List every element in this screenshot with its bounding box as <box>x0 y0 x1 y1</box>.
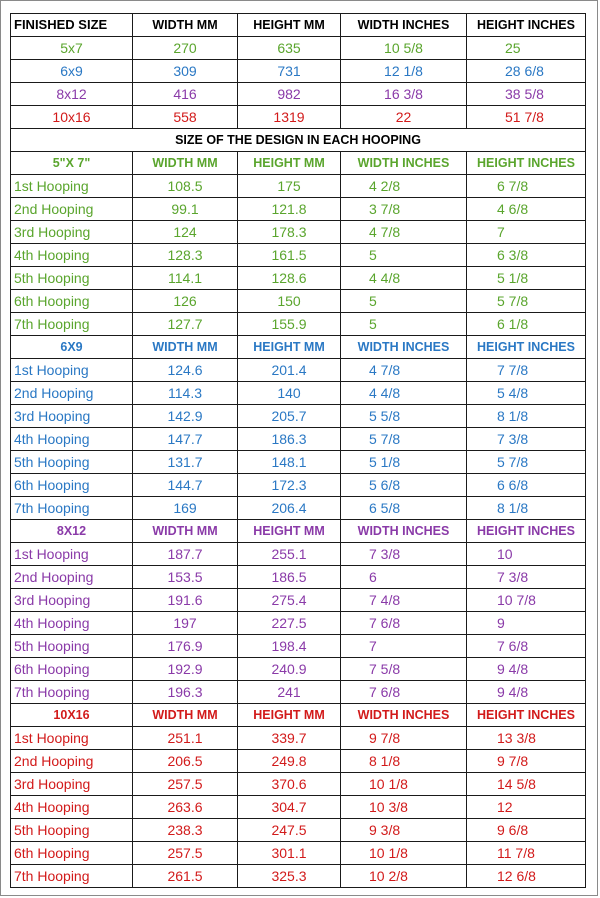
height-mm-cell: 161.5 <box>238 244 341 267</box>
height-mm-cell: 206.4 <box>238 497 341 520</box>
hoop-size-label: 10X16 <box>11 704 133 727</box>
height-mm-cell: 172.3 <box>238 474 341 497</box>
height-mm-cell: 178.3 <box>238 221 341 244</box>
height-inches-cell: 12 6/8 <box>467 865 586 888</box>
height-mm-cell: 247.5 <box>238 819 341 842</box>
height-mm-cell: 731 <box>238 60 341 83</box>
hoop-size-label: 6X9 <box>11 336 133 359</box>
hooping-row <box>11 451 586 474</box>
height-inches-cell: 5 7/8 <box>467 290 586 313</box>
width-mm-cell: 124 <box>133 221 238 244</box>
hooping-label: 1st Hooping <box>11 727 133 750</box>
hooping-label: 7th Hooping <box>11 865 133 888</box>
finished-size-cell: 10x16 <box>11 106 133 129</box>
column-header: WIDTH MM <box>133 704 238 727</box>
column-header: WIDTH INCHES <box>341 704 467 727</box>
height-mm-cell: 128.6 <box>238 267 341 290</box>
hooping-label: 7th Hooping <box>11 497 133 520</box>
height-inches-cell: 14 5/8 <box>467 773 586 796</box>
height-mm-cell: 121.8 <box>238 198 341 221</box>
height-inches-cell: 7 6/8 <box>467 635 586 658</box>
width-mm-cell: 131.7 <box>133 451 238 474</box>
hooping-size-table <box>10 13 586 888</box>
column-header: HEIGHT INCHES <box>467 336 586 359</box>
header-row <box>11 14 586 37</box>
width-mm-cell: 176.9 <box>133 635 238 658</box>
width-mm-cell: 187.7 <box>133 543 238 566</box>
height-inches-cell: 11 7/8 <box>467 842 586 865</box>
height-inches-cell: 7 3/8 <box>467 428 586 451</box>
hooping-row <box>11 313 586 336</box>
height-mm-cell: 241 <box>238 681 341 704</box>
width-mm-cell: 192.9 <box>133 658 238 681</box>
hooping-label: 6th Hooping <box>11 842 133 865</box>
hooping-label: 5th Hooping <box>11 819 133 842</box>
width-inches-cell: 10 5/8 <box>341 37 467 60</box>
height-inches-cell: 7 7/8 <box>467 359 586 382</box>
width-inches-cell: 4 7/8 <box>341 221 467 244</box>
height-inches-cell: 8 1/8 <box>467 405 586 428</box>
hooping-label: 3rd Hooping <box>11 221 133 244</box>
column-header: HEIGHT MM <box>238 520 341 543</box>
section-title-row <box>11 129 586 152</box>
hooping-label: 1st Hooping <box>11 175 133 198</box>
height-inches-cell: 6 6/8 <box>467 474 586 497</box>
height-inches-cell: 6 3/8 <box>467 244 586 267</box>
hooping-row <box>11 175 586 198</box>
width-inches-cell: 6 5/8 <box>341 497 467 520</box>
width-inches-cell: 16 3/8 <box>341 83 467 106</box>
height-inches-cell: 7 3/8 <box>467 566 586 589</box>
hooping-row <box>11 198 586 221</box>
width-inches-cell: 9 7/8 <box>341 727 467 750</box>
hooping-label: 6th Hooping <box>11 290 133 313</box>
column-header: WIDTH INCHES <box>341 520 467 543</box>
width-inches-cell: 10 2/8 <box>341 865 467 888</box>
width-inches-cell: 10 3/8 <box>341 796 467 819</box>
hooping-row <box>11 497 586 520</box>
hooping-label: 5th Hooping <box>11 267 133 290</box>
hooping-label: 1st Hooping <box>11 359 133 382</box>
width-inches-cell: 7 <box>341 635 467 658</box>
width-inches-cell: 5 6/8 <box>341 474 467 497</box>
height-inches-cell: 6 7/8 <box>467 175 586 198</box>
height-mm-cell: 186.5 <box>238 566 341 589</box>
width-mm-cell: 124.6 <box>133 359 238 382</box>
hooping-label: 3rd Hooping <box>11 773 133 796</box>
width-inches-cell: 10 1/8 <box>341 773 467 796</box>
hooping-row <box>11 267 586 290</box>
hooping-label: 2nd Hooping <box>11 198 133 221</box>
height-mm-cell: 325.3 <box>238 865 341 888</box>
hooping-label: 2nd Hooping <box>11 382 133 405</box>
width-mm-cell: 108.5 <box>133 175 238 198</box>
column-header: HEIGHT INCHES <box>467 704 586 727</box>
width-mm-cell: 196.3 <box>133 681 238 704</box>
hoop-size-label: 5"X 7" <box>11 152 133 175</box>
width-mm-cell: 261.5 <box>133 865 238 888</box>
width-inches-cell: 8 1/8 <box>341 750 467 773</box>
finished-size-cell: 6x9 <box>11 60 133 83</box>
width-inches-cell: 7 6/8 <box>341 612 467 635</box>
height-inches-cell: 4 6/8 <box>467 198 586 221</box>
width-inches-cell: 7 3/8 <box>341 543 467 566</box>
height-inches-cell: 5 1/8 <box>467 267 586 290</box>
hooping-row <box>11 359 586 382</box>
hooping-label: 2nd Hooping <box>11 750 133 773</box>
column-header: HEIGHT MM <box>238 704 341 727</box>
height-inches-cell: 9 7/8 <box>467 750 586 773</box>
height-mm-cell: 301.1 <box>238 842 341 865</box>
height-inches-cell: 9 <box>467 612 586 635</box>
width-inches-cell: 22 <box>341 106 467 129</box>
width-inches-cell: 6 <box>341 566 467 589</box>
width-inches-cell: 9 3/8 <box>341 819 467 842</box>
hooping-label: 6th Hooping <box>11 658 133 681</box>
hoop-section-header <box>11 704 586 727</box>
width-mm-cell: 128.3 <box>133 244 238 267</box>
hooping-row <box>11 773 586 796</box>
finished-size-row <box>11 83 586 106</box>
hooping-row <box>11 842 586 865</box>
height-inches-cell: 7 <box>467 221 586 244</box>
hooping-label: 4th Hooping <box>11 612 133 635</box>
width-mm-cell: 114.3 <box>133 382 238 405</box>
height-inches-cell: 8 1/8 <box>467 497 586 520</box>
hooping-label: 3rd Hooping <box>11 589 133 612</box>
height-inches-cell: 6 1/8 <box>467 313 586 336</box>
column-header: WIDTH MM <box>133 336 238 359</box>
width-inches-cell: 4 4/8 <box>341 382 467 405</box>
hooping-label: 4th Hooping <box>11 244 133 267</box>
width-inches-cell: 7 4/8 <box>341 589 467 612</box>
width-inches-cell: 4 4/8 <box>341 267 467 290</box>
column-header: HEIGHT MM <box>238 152 341 175</box>
height-inches-cell: 9 4/8 <box>467 681 586 704</box>
hooping-label: 1st Hooping <box>11 543 133 566</box>
hooping-row <box>11 589 586 612</box>
hooping-row <box>11 290 586 313</box>
height-mm-cell: 150 <box>238 290 341 313</box>
hooping-label: 3rd Hooping <box>11 405 133 428</box>
hooping-row <box>11 543 586 566</box>
width-mm-cell: 126 <box>133 290 238 313</box>
height-mm-cell: 1319 <box>238 106 341 129</box>
width-inches-cell: 5 1/8 <box>341 451 467 474</box>
column-header: WIDTH INCHES <box>341 336 467 359</box>
column-header: HEIGHT MM <box>238 14 341 37</box>
width-mm-cell: 191.6 <box>133 589 238 612</box>
column-header: HEIGHT INCHES <box>467 14 586 37</box>
hooping-row <box>11 658 586 681</box>
height-mm-cell: 370.6 <box>238 773 341 796</box>
width-inches-cell: 5 7/8 <box>341 428 467 451</box>
height-inches-cell: 10 7/8 <box>467 589 586 612</box>
hooping-row <box>11 750 586 773</box>
height-mm-cell: 148.1 <box>238 451 341 474</box>
finished-size-row <box>11 106 586 129</box>
height-inches-cell: 9 4/8 <box>467 658 586 681</box>
width-mm-cell: 257.5 <box>133 842 238 865</box>
height-inches-cell: 38 5/8 <box>467 83 586 106</box>
width-inches-cell: 4 7/8 <box>341 359 467 382</box>
height-mm-cell: 175 <box>238 175 341 198</box>
width-mm-cell: 153.5 <box>133 566 238 589</box>
column-header: WIDTH MM <box>133 14 238 37</box>
width-mm-cell: 144.7 <box>133 474 238 497</box>
height-mm-cell: 240.9 <box>238 658 341 681</box>
width-mm-cell: 257.5 <box>133 773 238 796</box>
height-mm-cell: 140 <box>238 382 341 405</box>
hooping-label: 6th Hooping <box>11 474 133 497</box>
column-header: FINISHED SIZE <box>11 14 133 37</box>
hooping-label: 4th Hooping <box>11 796 133 819</box>
width-mm-cell: 270 <box>133 37 238 60</box>
finished-size-cell: 5x7 <box>11 37 133 60</box>
height-inches-cell: 13 3/8 <box>467 727 586 750</box>
hooping-row <box>11 727 586 750</box>
hooping-row <box>11 244 586 267</box>
hooping-row <box>11 428 586 451</box>
width-mm-cell: 99.1 <box>133 198 238 221</box>
height-inches-cell: 10 <box>467 543 586 566</box>
hooping-row <box>11 681 586 704</box>
width-inches-cell: 4 2/8 <box>341 175 467 198</box>
width-mm-cell: 238.3 <box>133 819 238 842</box>
hooping-label: 4th Hooping <box>11 428 133 451</box>
hooping-row <box>11 796 586 819</box>
section-title: SIZE OF THE DESIGN IN EACH HOOPING <box>11 129 586 152</box>
height-inches-cell: 25 <box>467 37 586 60</box>
height-mm-cell: 304.7 <box>238 796 341 819</box>
hooping-row <box>11 221 586 244</box>
column-header: WIDTH MM <box>133 520 238 543</box>
height-mm-cell: 227.5 <box>238 612 341 635</box>
width-inches-cell: 7 6/8 <box>341 681 467 704</box>
width-mm-cell: 127.7 <box>133 313 238 336</box>
height-mm-cell: 205.7 <box>238 405 341 428</box>
width-inches-cell: 5 <box>341 244 467 267</box>
width-mm-cell: 416 <box>133 83 238 106</box>
hoop-size-label: 8X12 <box>11 520 133 543</box>
finished-size-row <box>11 60 586 83</box>
height-inches-cell: 28 6/8 <box>467 60 586 83</box>
hooping-label: 5th Hooping <box>11 451 133 474</box>
column-header: HEIGHT INCHES <box>467 520 586 543</box>
hooping-row <box>11 405 586 428</box>
width-mm-cell: 206.5 <box>133 750 238 773</box>
hooping-label: 5th Hooping <box>11 635 133 658</box>
height-mm-cell: 186.3 <box>238 428 341 451</box>
column-header: HEIGHT MM <box>238 336 341 359</box>
width-inches-cell: 5 <box>341 313 467 336</box>
hoop-section-header <box>11 152 586 175</box>
hooping-row <box>11 382 586 405</box>
width-mm-cell: 142.9 <box>133 405 238 428</box>
hooping-row <box>11 819 586 842</box>
width-inches-cell: 10 1/8 <box>341 842 467 865</box>
finished-size-row <box>11 37 586 60</box>
column-header: WIDTH INCHES <box>341 152 467 175</box>
column-header: WIDTH MM <box>133 152 238 175</box>
hoop-section-header <box>11 336 586 359</box>
hoop-section-header <box>11 520 586 543</box>
height-mm-cell: 155.9 <box>238 313 341 336</box>
height-mm-cell: 635 <box>238 37 341 60</box>
hooping-label: 7th Hooping <box>11 313 133 336</box>
hooping-row <box>11 865 586 888</box>
hooping-label: 7th Hooping <box>11 681 133 704</box>
height-mm-cell: 198.4 <box>238 635 341 658</box>
height-inches-cell: 51 7/8 <box>467 106 586 129</box>
height-mm-cell: 339.7 <box>238 727 341 750</box>
hooping-row <box>11 612 586 635</box>
width-mm-cell: 251.1 <box>133 727 238 750</box>
height-mm-cell: 982 <box>238 83 341 106</box>
width-mm-cell: 309 <box>133 60 238 83</box>
height-inches-cell: 5 7/8 <box>467 451 586 474</box>
width-mm-cell: 114.1 <box>133 267 238 290</box>
hooping-row <box>11 566 586 589</box>
height-mm-cell: 255.1 <box>238 543 341 566</box>
width-mm-cell: 147.7 <box>133 428 238 451</box>
width-inches-cell: 5 5/8 <box>341 405 467 428</box>
width-mm-cell: 263.6 <box>133 796 238 819</box>
finished-size-cell: 8x12 <box>11 83 133 106</box>
hooping-row <box>11 635 586 658</box>
width-mm-cell: 169 <box>133 497 238 520</box>
hooping-label: 2nd Hooping <box>11 566 133 589</box>
width-mm-cell: 558 <box>133 106 238 129</box>
height-inches-cell: 12 <box>467 796 586 819</box>
column-header: HEIGHT INCHES <box>467 152 586 175</box>
width-mm-cell: 197 <box>133 612 238 635</box>
height-mm-cell: 275.4 <box>238 589 341 612</box>
height-mm-cell: 249.8 <box>238 750 341 773</box>
hooping-row <box>11 474 586 497</box>
height-inches-cell: 5 4/8 <box>467 382 586 405</box>
width-inches-cell: 3 7/8 <box>341 198 467 221</box>
width-inches-cell: 5 <box>341 290 467 313</box>
width-inches-cell: 7 5/8 <box>341 658 467 681</box>
column-header: WIDTH INCHES <box>341 14 467 37</box>
height-mm-cell: 201.4 <box>238 359 341 382</box>
width-inches-cell: 12 1/8 <box>341 60 467 83</box>
height-inches-cell: 9 6/8 <box>467 819 586 842</box>
